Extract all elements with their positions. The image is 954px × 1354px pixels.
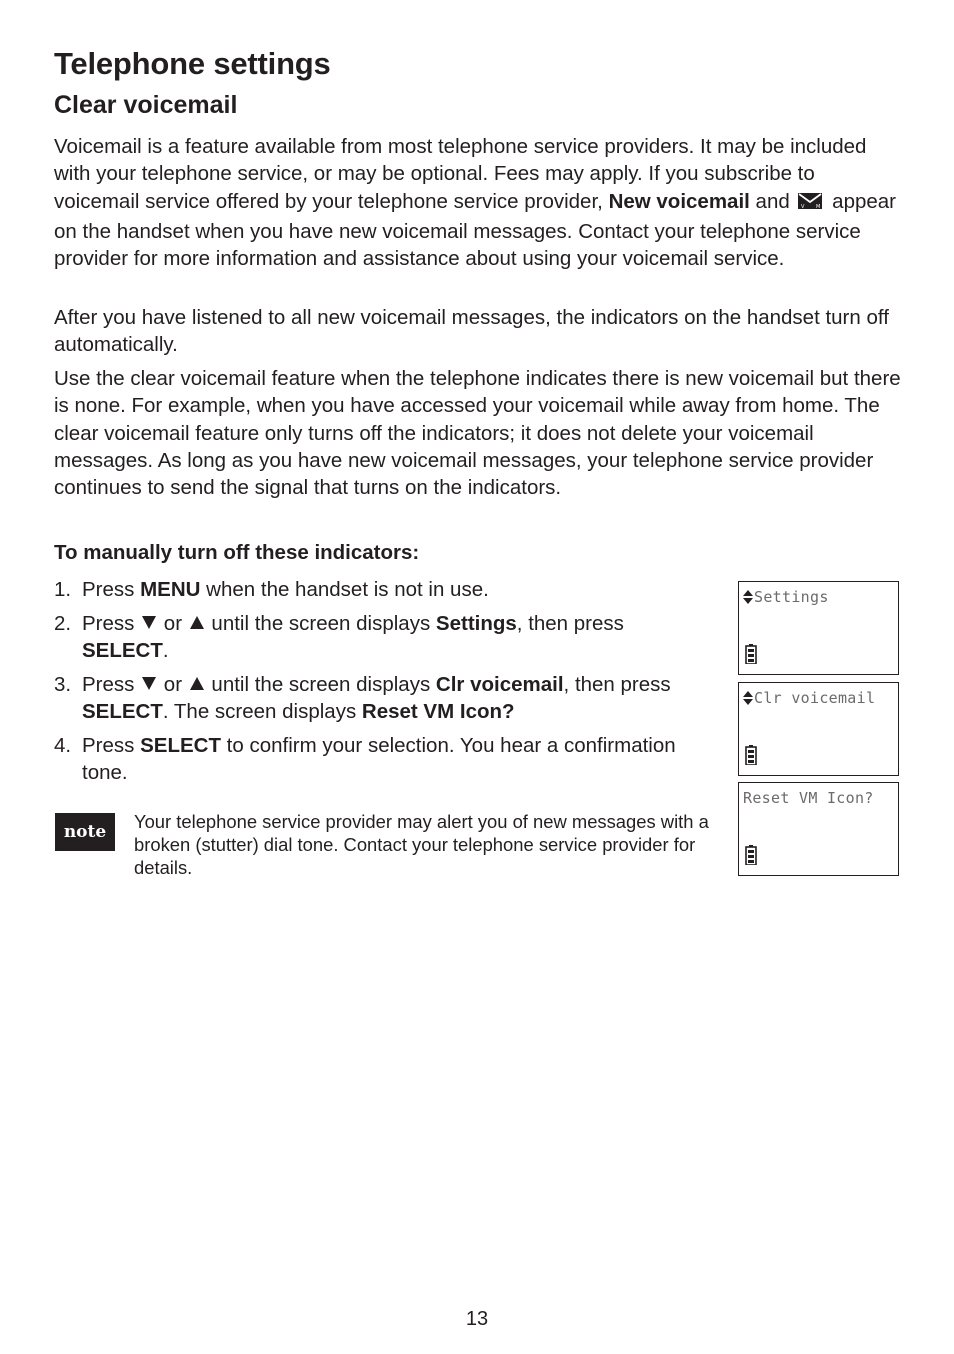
new-voicemail-label: New voicemail: [608, 189, 750, 213]
intro-paragraph-3: Use the clear voicemail feature when the telephone indicates there is new voicemail but there is none. For example, when you have accessed your voicemail while away from home. The clear voicemail feature only turns off the indicators; it does not delete your voicemail messages. As long as you have new voicemail messages, your telephone service provider continues to send the signal that turns on the indicators.: [54, 367, 901, 500]
battery-icon: [745, 644, 757, 669]
page-title: Telephone settings: [54, 46, 331, 81]
lcd-screen-settings: [738, 581, 899, 675]
battery-icon: [745, 745, 757, 770]
page-number: 13: [465, 1308, 489, 1330]
up-down-arrows-icon: [743, 590, 753, 604]
note-text: Your telephone service provider may alert you of new messages with a broken (stutter) dial tone. Contact your telephone service provider for details.: [134, 811, 709, 878]
voicemail-envelope-icon: [797, 191, 823, 218]
lcd-screen-clr-voicemail: [738, 682, 899, 776]
intro-paragraph-1: Voicemail is a feature available from most telephone service providers. It may be included with your telephone service, or may be optional. Fees may apply. If you subscribe to voicemail service offered by your telephone service provider, New voicemail and V M appear on the handset when you have new voicemail messages. Contact your telephone service provider for more information and assistance about using your voicemail service.: [54, 135, 896, 271]
lcd-text: Reset VM Icon?: [743, 789, 874, 807]
svg-text:V: V: [801, 203, 805, 210]
up-down-arrows-icon: [743, 691, 753, 705]
lcd-text: Settings: [754, 588, 829, 606]
note-badge: note: [55, 813, 115, 851]
battery-icon: [745, 845, 757, 870]
down-arrow-icon: [142, 616, 156, 629]
lcd-text: Clr voicemail: [754, 689, 876, 707]
up-arrow-icon: [190, 616, 204, 629]
section-title: Clear voicemail: [54, 91, 238, 119]
lcd-screen-reset-vm-icon: [738, 782, 899, 876]
down-arrow-icon: [142, 677, 156, 690]
up-arrow-icon: [190, 677, 204, 690]
svg-text:M: M: [816, 203, 821, 210]
steps-heading: To manually turn off these indicators:: [54, 541, 420, 564]
intro-paragraph-2: After you have listened to all new voicemail messages, the indicators on the handset turn off automatically.: [54, 306, 889, 357]
